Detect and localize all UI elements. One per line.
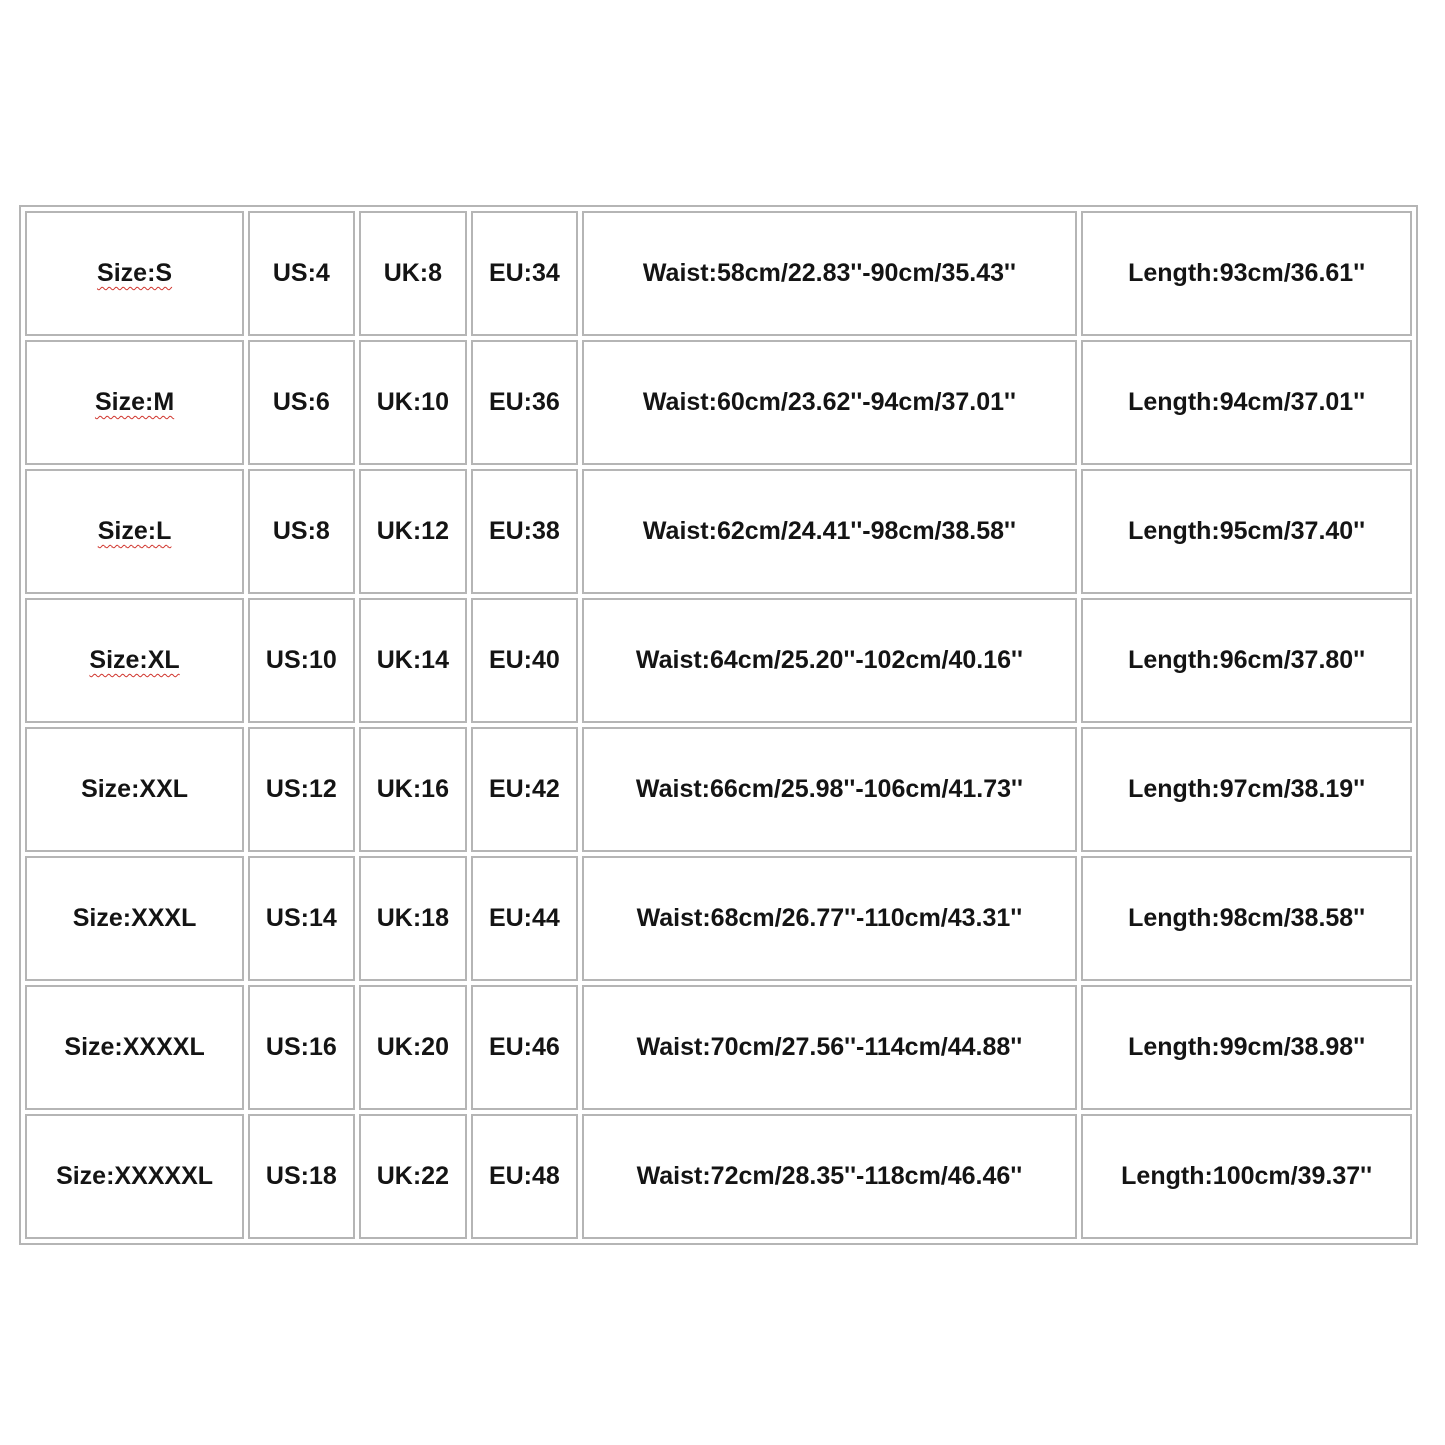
us-size-cell: US:12 bbox=[248, 727, 354, 852]
table-row bbox=[25, 340, 1412, 465]
size-cell: Size:S bbox=[25, 211, 244, 336]
length-cell: Length:93cm/36.61'' bbox=[1081, 211, 1412, 336]
eu-size-cell: EU:40 bbox=[471, 598, 577, 723]
uk-size-cell: UK:8 bbox=[359, 211, 468, 336]
us-size-cell: US:10 bbox=[248, 598, 354, 723]
eu-size-cell: EU:42 bbox=[471, 727, 577, 852]
uk-size-cell: UK:22 bbox=[359, 1114, 468, 1239]
uk-size-cell: UK:14 bbox=[359, 598, 468, 723]
table-row bbox=[25, 727, 1412, 852]
eu-size-cell: EU:38 bbox=[471, 469, 577, 594]
us-size-cell: US:16 bbox=[248, 985, 354, 1110]
uk-size-cell: UK:20 bbox=[359, 985, 468, 1110]
waist-cell: Waist:58cm/22.83''-90cm/35.43'' bbox=[582, 211, 1078, 336]
waist-cell: Waist:70cm/27.56''-114cm/44.88'' bbox=[582, 985, 1078, 1110]
us-size-cell: US:14 bbox=[248, 856, 354, 981]
table-row bbox=[25, 469, 1412, 594]
waist-cell: Waist:68cm/26.77''-110cm/43.31'' bbox=[582, 856, 1078, 981]
eu-size-cell: EU:46 bbox=[471, 985, 577, 1110]
eu-size-cell: EU:34 bbox=[471, 211, 577, 336]
length-cell: Length:95cm/37.40'' bbox=[1081, 469, 1412, 594]
uk-size-cell: UK:18 bbox=[359, 856, 468, 981]
length-cell: Length:97cm/38.19'' bbox=[1081, 727, 1412, 852]
waist-cell: Waist:72cm/28.35''-118cm/46.46'' bbox=[582, 1114, 1078, 1239]
waist-cell: Waist:66cm/25.98''-106cm/41.73'' bbox=[582, 727, 1078, 852]
eu-size-cell: EU:44 bbox=[471, 856, 577, 981]
size-cell: Size:XXL bbox=[25, 727, 244, 852]
size-cell: Size:XXXXL bbox=[25, 985, 244, 1110]
waist-cell: Waist:64cm/25.20''-102cm/40.16'' bbox=[582, 598, 1078, 723]
size-cell: Size:M bbox=[25, 340, 244, 465]
table-row bbox=[25, 1114, 1412, 1239]
waist-cell: Waist:62cm/24.41''-98cm/38.58'' bbox=[582, 469, 1078, 594]
table-row bbox=[25, 211, 1412, 336]
length-cell: Length:100cm/39.37'' bbox=[1081, 1114, 1412, 1239]
size-cell: Size:XL bbox=[25, 598, 244, 723]
length-cell: Length:98cm/38.58'' bbox=[1081, 856, 1412, 981]
size-cell: Size:XXXXXL bbox=[25, 1114, 244, 1239]
eu-size-cell: EU:36 bbox=[471, 340, 577, 465]
size-cell: Size:L bbox=[25, 469, 244, 594]
uk-size-cell: UK:10 bbox=[359, 340, 468, 465]
us-size-cell: US:4 bbox=[248, 211, 354, 336]
length-cell: Length:96cm/37.80'' bbox=[1081, 598, 1412, 723]
us-size-cell: US:6 bbox=[248, 340, 354, 465]
uk-size-cell: UK:16 bbox=[359, 727, 468, 852]
us-size-cell: US:18 bbox=[248, 1114, 354, 1239]
size-cell: Size:XXXL bbox=[25, 856, 244, 981]
length-cell: Length:99cm/38.98'' bbox=[1081, 985, 1412, 1110]
table-row bbox=[25, 985, 1412, 1110]
us-size-cell: US:8 bbox=[248, 469, 354, 594]
eu-size-cell: EU:48 bbox=[471, 1114, 577, 1239]
table-row bbox=[25, 598, 1412, 723]
waist-cell: Waist:60cm/23.62''-94cm/37.01'' bbox=[582, 340, 1078, 465]
table-row bbox=[25, 856, 1412, 981]
size-chart-table bbox=[19, 205, 1418, 1245]
length-cell: Length:94cm/37.01'' bbox=[1081, 340, 1412, 465]
uk-size-cell: UK:12 bbox=[359, 469, 468, 594]
